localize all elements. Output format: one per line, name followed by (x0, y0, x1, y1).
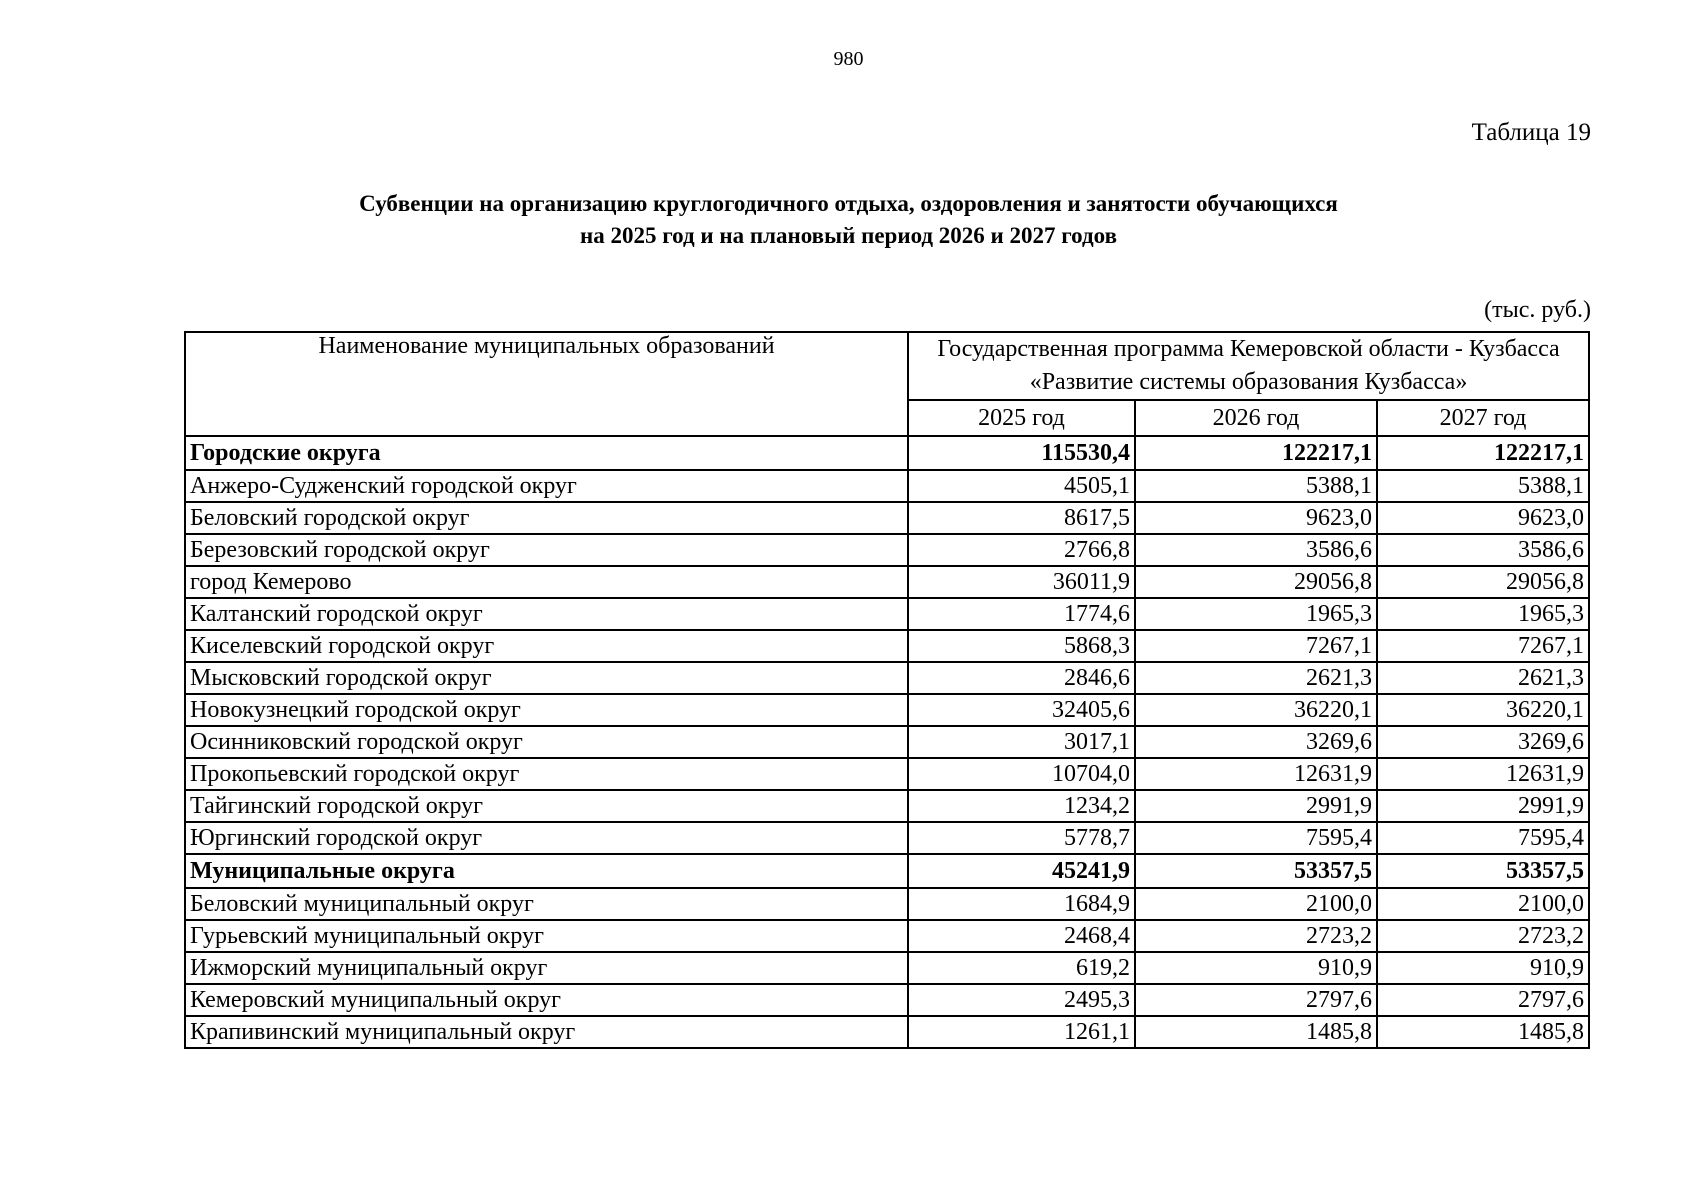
cell-value-2026: 29056,8 (1135, 566, 1377, 598)
cell-value-2026: 2991,9 (1135, 790, 1377, 822)
table-row (185, 920, 1589, 952)
cell-value-2025: 8617,5 (908, 502, 1135, 534)
header-state-program: Государственная программа Кемеровской области - Кузбасса «Развитие системы образования Кузбасса» (908, 332, 1589, 400)
cell-value-2026: 5388,1 (1135, 470, 1377, 502)
header-year-2027: 2027 год (1377, 400, 1589, 436)
cell-value-2025: 2495,3 (908, 984, 1135, 1016)
cell-value-2027: 122217,1 (1377, 436, 1589, 470)
cell-municipality-name: Кемеровский муниципальный округ (185, 984, 908, 1016)
cell-value-2025: 2766,8 (908, 534, 1135, 566)
cell-municipality-name: Тайгинский городской округ (185, 790, 908, 822)
cell-value-2027: 29056,8 (1377, 566, 1589, 598)
cell-municipality-name: Ижморский муниципальный округ (185, 952, 908, 984)
cell-value-2026: 1485,8 (1135, 1016, 1377, 1048)
table-row (185, 888, 1589, 920)
table-row (185, 598, 1589, 630)
cell-value-2026: 3586,6 (1135, 534, 1377, 566)
cell-value-2027: 3269,6 (1377, 726, 1589, 758)
table-body (185, 436, 1589, 1048)
document-title-line-2: на 2025 год и на плановый период 2026 и 2027 годов (580, 223, 1117, 248)
cell-municipality-name: Муниципальные округа (185, 854, 908, 888)
cell-value-2025: 1774,6 (908, 598, 1135, 630)
cell-value-2025: 32405,6 (908, 694, 1135, 726)
table-row (185, 662, 1589, 694)
cell-value-2025: 4505,1 (908, 470, 1135, 502)
cell-municipality-name: Беловский городской округ (185, 502, 908, 534)
cell-value-2027: 53357,5 (1377, 854, 1589, 888)
table-row (185, 566, 1589, 598)
cell-value-2026: 910,9 (1135, 952, 1377, 984)
table-row (185, 470, 1589, 502)
table-label: Таблица 19 (1471, 119, 1591, 146)
cell-municipality-name: Березовский городской округ (185, 534, 908, 566)
table-group-row (185, 436, 1589, 470)
cell-value-2026: 122217,1 (1135, 436, 1377, 470)
header-year-2025: 2025 год (908, 400, 1135, 436)
cell-value-2027: 2797,6 (1377, 984, 1589, 1016)
header-year-2026: 2026 год (1135, 400, 1377, 436)
page-number: 980 (833, 48, 864, 70)
cell-municipality-name: город Кемерово (185, 566, 908, 598)
cell-value-2025: 36011,9 (908, 566, 1135, 598)
cell-municipality-name: Юргинский городской округ (185, 822, 908, 854)
units-label: (тыс. руб.) (1484, 297, 1591, 323)
cell-value-2026: 2621,3 (1135, 662, 1377, 694)
cell-value-2026: 1965,3 (1135, 598, 1377, 630)
cell-value-2027: 2621,3 (1377, 662, 1589, 694)
cell-value-2025: 2468,4 (908, 920, 1135, 952)
cell-municipality-name: Киселевский городской округ (185, 630, 908, 662)
cell-value-2026: 7267,1 (1135, 630, 1377, 662)
table-row (185, 694, 1589, 726)
cell-value-2027: 1485,8 (1377, 1016, 1589, 1048)
table-row (185, 984, 1589, 1016)
cell-value-2026: 2100,0 (1135, 888, 1377, 920)
subvention-table (184, 331, 1590, 1049)
cell-value-2026: 36220,1 (1135, 694, 1377, 726)
table-row (185, 630, 1589, 662)
cell-value-2027: 7267,1 (1377, 630, 1589, 662)
cell-value-2026: 9623,0 (1135, 502, 1377, 534)
cell-value-2025: 5778,7 (908, 822, 1135, 854)
cell-value-2027: 9623,0 (1377, 502, 1589, 534)
cell-value-2025: 619,2 (908, 952, 1135, 984)
table-row (185, 502, 1589, 534)
document-title-line-1: Субвенции на организацию круглогодичного отдыха, оздоровления и занятости обучающихся (359, 191, 1338, 216)
table-row (185, 822, 1589, 854)
cell-value-2025: 1261,1 (908, 1016, 1135, 1048)
cell-value-2027: 2100,0 (1377, 888, 1589, 920)
table-header (185, 332, 1589, 436)
cell-value-2025: 115530,4 (908, 436, 1135, 470)
table-row (185, 534, 1589, 566)
cell-value-2026: 3269,6 (1135, 726, 1377, 758)
cell-value-2027: 7595,4 (1377, 822, 1589, 854)
table-row (185, 1016, 1589, 1048)
cell-value-2027: 2723,2 (1377, 920, 1589, 952)
cell-value-2025: 1234,2 (908, 790, 1135, 822)
cell-value-2027: 12631,9 (1377, 758, 1589, 790)
cell-municipality-name: Калтанский городской округ (185, 598, 908, 630)
cell-value-2027: 5388,1 (1377, 470, 1589, 502)
cell-value-2027: 2991,9 (1377, 790, 1589, 822)
cell-value-2027: 3586,6 (1377, 534, 1589, 566)
cell-value-2027: 36220,1 (1377, 694, 1589, 726)
cell-municipality-name: Анжеро-Судженский городской округ (185, 470, 908, 502)
document-title (0, 188, 1697, 252)
table-row (185, 726, 1589, 758)
cell-value-2026: 2797,6 (1135, 984, 1377, 1016)
cell-municipality-name: Мысковский городской округ (185, 662, 908, 694)
cell-municipality-name: Гурьевский муниципальный округ (185, 920, 908, 952)
cell-value-2025: 3017,1 (908, 726, 1135, 758)
cell-value-2025: 2846,6 (908, 662, 1135, 694)
cell-municipality-name: Городские округа (185, 436, 908, 470)
cell-municipality-name: Беловский муниципальный округ (185, 888, 908, 920)
table-row (185, 758, 1589, 790)
table-row (185, 952, 1589, 984)
cell-municipality-name: Новокузнецкий городской округ (185, 694, 908, 726)
cell-value-2025: 45241,9 (908, 854, 1135, 888)
cell-value-2025: 10704,0 (908, 758, 1135, 790)
cell-municipality-name: Крапивинский муниципальный округ (185, 1016, 908, 1048)
cell-value-2025: 1684,9 (908, 888, 1135, 920)
table-group-row (185, 854, 1589, 888)
cell-value-2027: 1965,3 (1377, 598, 1589, 630)
cell-value-2026: 7595,4 (1135, 822, 1377, 854)
cell-value-2027: 910,9 (1377, 952, 1589, 984)
cell-municipality-name: Осинниковский городской округ (185, 726, 908, 758)
table-row (185, 790, 1589, 822)
cell-municipality-name: Прокопьевский городской округ (185, 758, 908, 790)
cell-value-2025: 5868,3 (908, 630, 1135, 662)
cell-value-2026: 53357,5 (1135, 854, 1377, 888)
header-municipality-name: Наименование муниципальных образований (185, 332, 908, 436)
cell-value-2026: 12631,9 (1135, 758, 1377, 790)
cell-value-2026: 2723,2 (1135, 920, 1377, 952)
